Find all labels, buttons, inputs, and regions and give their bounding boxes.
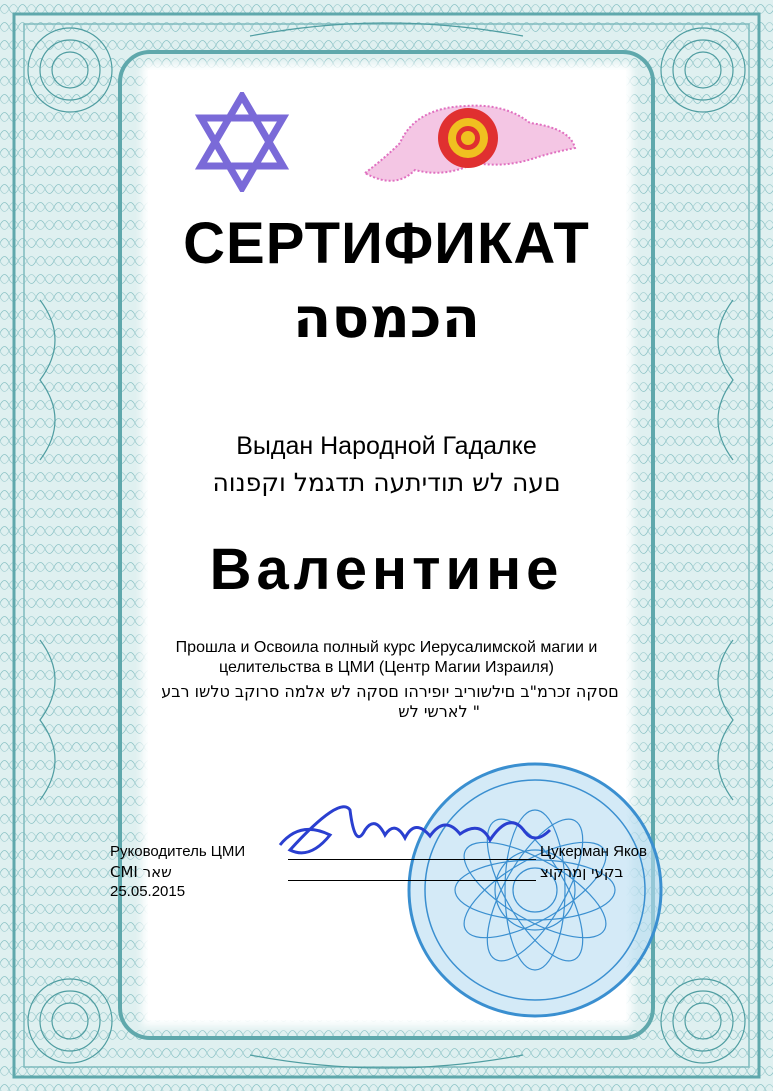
- head-name: Цукерман Яков: [540, 843, 647, 860]
- kyrgyzstan-map-icon: [355, 98, 580, 198]
- course-line-1: Прошла и Освоила полный курс Иерусалимской магии и: [175, 639, 598, 656]
- course-description: [0, 638, 773, 678]
- signature-line-2: [288, 880, 536, 881]
- recipient-name: Валентине: [209, 537, 564, 602]
- course-description-hebrew: [110, 682, 670, 722]
- course-line-2: целительства в ЦМИ (Центр Магии Израиля): [219, 659, 554, 676]
- signature-line-1: [288, 859, 536, 860]
- head-title-hebrew: שאר CMI: [110, 863, 172, 881]
- head-title: Руководитель ЦМИ: [110, 843, 246, 860]
- issue-date: 25.05.2015: [110, 883, 186, 900]
- course-hebrew-line-2: " לארשי לש: [398, 702, 480, 721]
- course-hebrew-line-1: םסקה זכרמ"ב םילשוריב יופירהו םסקה לש אלמה סרוקב טלשו רבע: [161, 682, 619, 701]
- signature-right-block: [540, 842, 647, 882]
- star-of-david-icon: [195, 92, 290, 192]
- issued-to-hebrew-text: םעה לש תודיתעה תדגמל וקפנוה: [212, 468, 561, 497]
- head-name-hebrew: בקעי ןמרקוצ: [540, 863, 624, 881]
- signature-left-block: [110, 842, 245, 902]
- certificate-title: СЕРТИФИКАТ: [183, 211, 590, 276]
- certificate-title-hebrew: הכמסה: [292, 286, 481, 351]
- issued-to-text: Выдан Народной Гадалке: [236, 432, 537, 460]
- signature-icon: [270, 790, 560, 880]
